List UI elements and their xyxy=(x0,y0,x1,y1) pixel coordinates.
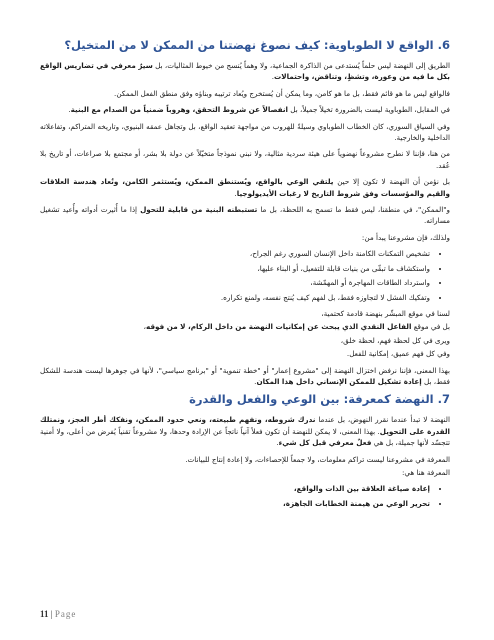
list-item: • تشخيص التمكنات الكامنة داخل الإنسان السوري رغم الجراح، xyxy=(40,248,430,259)
paragraph: وفي السياق السوري، كان الخطاب الطوباوي وسيلةً للهروب من مواجهة تعقيد الواقع، بل وتجاهل عمقه البنيوي، وتاريخه المتراكم، وتفاعلاته الداخلية والخارجية. xyxy=(40,121,450,143)
paragraph: ويرى في كل لحظة فهم، لحظة خلق، xyxy=(340,335,450,345)
paragraph: لسنا في موقع المبشّر بنهضة قادمة كحتمية، xyxy=(321,308,450,318)
paragraph: المعرفة في مشروعنا ليست تراكم معلومات، ولا جمعاً للإحصاءات، ولا إعادة إنتاج للبيانات. xyxy=(185,454,450,464)
paragraph: النهضة لا تبدأ عندما نقرر النهوض، بل عندما ندرك شروطه، ونفهم طبيعته، ونعي حدود الممكن، ونفكك أطر العجز، ونمتلك القدرة على التحويل. بهذا المعنى، لا يمكن للنهضة أن تكون فعلاً آنياً ناتجاً عن الإرادة وحدها، ولا مشروعاً تقنياً يُفرض من أعلى، ولا أمنية تتجسّد لأنها جميلة، بل هي فعلٌ معرفي قبل كل شيء. xyxy=(40,415,450,448)
list-item: • واستكشاف ما تبقّى من بنيات قابلة للتفعيل، أو البناء عليها، xyxy=(40,263,430,274)
paragraph: من هنا، فإننا لا نطرح مشروعاً نهضوياً على هيئة سردية مثالية، ولا نبني نموذجاً متخيّلاً عن دولة بلا بشر، أو مجتمع بلا صراعات، أو تاريخ بلا عُقد. xyxy=(40,149,450,170)
paragraph: فالواقع ليس ما هو قائم فقط، بل ما هو كامن، وما يمكن أن يُستخرج ويُعاد ترتيبه وبناؤه وفق منطق الفعل الممكن. xyxy=(114,88,450,98)
page-footer xyxy=(40,609,76,619)
list-item: • واسترداد الطاقات المهاجرة أو المهمّشة، xyxy=(40,277,430,288)
page-label: Page xyxy=(54,609,77,619)
bullet-list xyxy=(40,483,450,509)
paragraph: الطريق إلى النهضة ليس حلماً يُستدعى من الذاكرة الجماعية، ولا وهماً يُنسج من خيوط المثاليات، بل سيرٌ معرفي في تضاريس الواقع بكل ما فيه من وعورة، وتشظٍ، وتناقض، واحتمالات. xyxy=(40,61,450,82)
section-6-heading: 6. الواقع لا الطوباوية: كيف نصوغ نهضتنا من الممكن لا من المتخيل؟ xyxy=(64,38,450,52)
paragraph: بهذا المعنى، فإننا نرفض اختزال النهضة إلى "مشروع إعمار" أو "خطة تنموية" أو "برنامج سياسي"، لأنها في جوهرها ليست هندسة للشكل فقط، بل إعادة تشكيل للممكن الإنساني داخل هذا المكان. xyxy=(40,365,450,386)
list-item: • وتفكيك الفشل لا لتجاوزه فقط، بل لفهم كيف يُنتج نفسه، ولمنع تكراره. xyxy=(40,292,430,303)
paragraph: المعرفة هنا هي: xyxy=(402,467,450,477)
list-item: • تحرير الوعي من هيمنة الخطابات الجاهزة، xyxy=(40,498,430,509)
paragraph: وفي كل فهم عميق، إمكانية للفعل. xyxy=(346,349,450,359)
paragraph: و"الممكن"، في منطقنا، ليس فقط ما تسمح به اللحظة، بل ما تستبطنه البنية من قابلية للتحول إذا ما أُثيرت أدواته وأُعيد تشغيل مساراته. xyxy=(40,205,450,226)
paragraph: بل نؤمن أن النهضة لا تكون إلا حين يلتقي الوعي بالواقع، ويُستنطق الممكن، ويُستثمر الكامن، وتُعاد هندسة العلاقات والقيم والمؤسسات وفق شروط التاريخ لا رغبات الأيديولوجيا. xyxy=(40,177,451,198)
paragraph: في المقابل، الطوباوية ليست بالضرورة تخيلاً جميلاً، بل انفصالاً عن شروط التحقق، وهروباً ضمنياً من الصدام مع البنية. xyxy=(68,105,450,115)
section-7-heading: 7. النهضة كمعرفة: بين الوعي والفعل والقدرة xyxy=(189,392,450,407)
paragraph: بل في موقع الفاعل النقدي الذي يبحث عن إمكانيات النهضة من داخل الركام، لا من فوقه، xyxy=(143,322,450,332)
footer-separator: | xyxy=(48,609,55,619)
page-number: 11 xyxy=(40,609,49,619)
bullet-list xyxy=(40,248,450,303)
list-item: • إعادة صياغة العلاقة بين الذات والواقع، xyxy=(40,483,430,494)
paragraph: ولذلك، فإن مشروعنا يبدأ من: xyxy=(361,232,450,242)
